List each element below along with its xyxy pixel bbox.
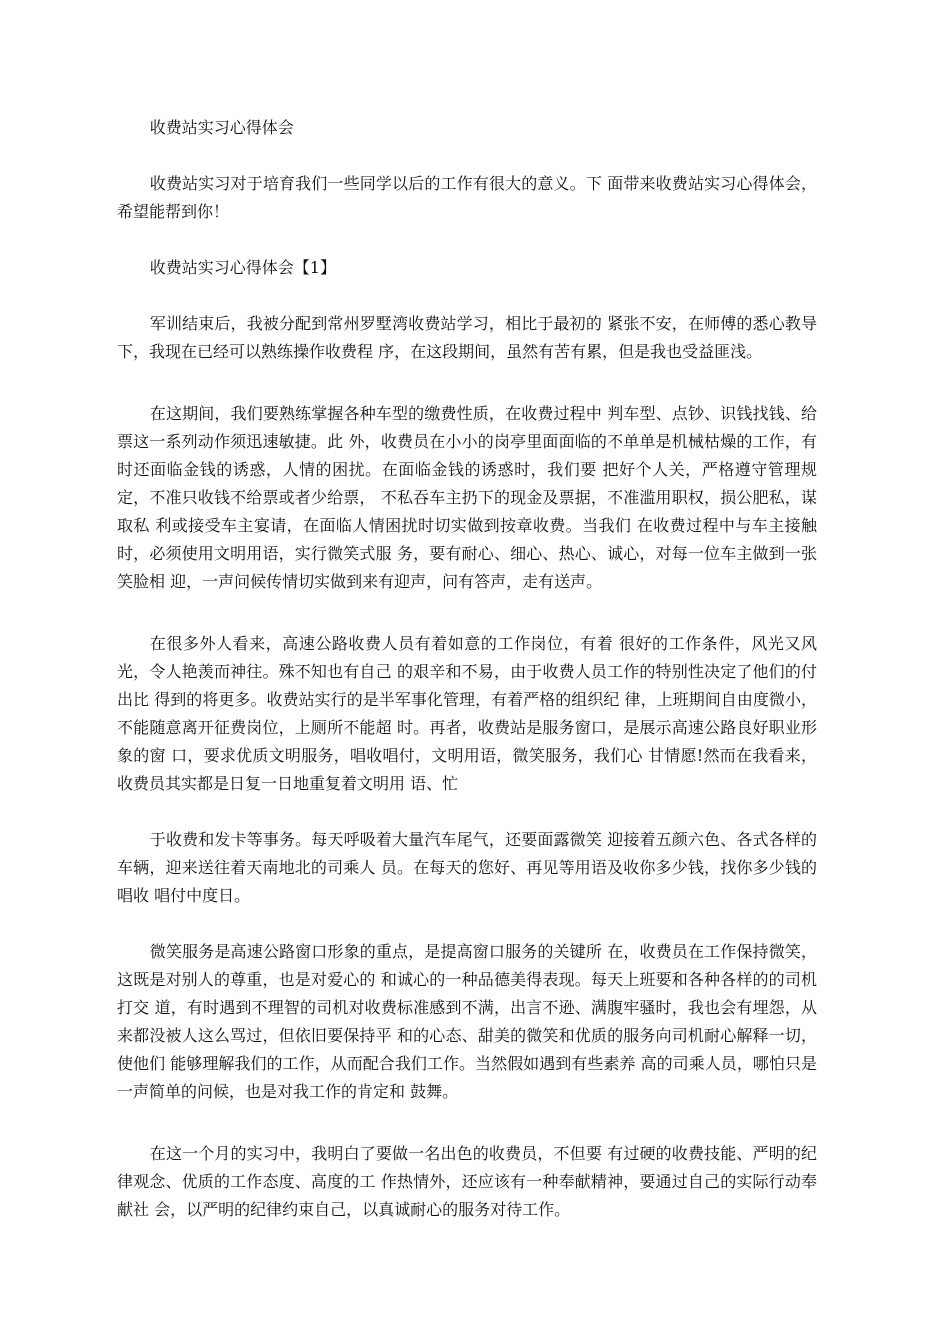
document-title: 收费站实习心得体会 <box>149 118 294 137</box>
body-paragraph-4: 于收费和发卡等事务。每天呼吸着大量汽车尾气，还要面露微笑 迎接着五颜六色、各式各样的车辆，迎来送往着天南地北的司乘人 员。在每天的您好、再见等用语及收你多少钱，找你多少钱的唱收 唱付中度日。 <box>117 830 817 905</box>
body-paragraph-2: 在这期间，我们要熟练掌握各种车型的缴费性质，在收费过程中 判车型、点钞、识钱找钱、给票这一系列动作须迅速敏捷。此 外，收费员在小小的岗亭里面面临的不单单是机械枯燥的工作，有 时还面临金钱的诱惑，人情的困扰。在面临金钱的诱惑时，我们要 把好个人关，严格遵守管理规定，不准只收钱不给票或者少给票， 不私吞车主扔下的现金及票据，不准滥用职权，损公肥私，谋取私 利或接受车主宴请，在面临人情困扰时切实做到按章收费。当我们 在收费过程中与车主接触时，必须使用文明用语，实行微笑式服 务，要有耐心、细心、热心、诚心，对每一位车主做到一张笑脸相 迎，一声问候传情切实做到来有迎声，问有答声，走有送声。 <box>117 404 817 591</box>
body-paragraph-3: 在很多外人看来，高速公路收费人员有着如意的工作岗位，有着 很好的工作条件，风光又风光，令人艳羡而神往。殊不知也有自己 的艰辛和不易，由于收费人员工作的特别性决定了他们的付出比 得到的将更多。收费站实行的是半军事化管理，有着严格的组织纪 律，上班期间自由度微小，不能随意离开征费岗位，上厕所不能超 时。再者，收费站是服务窗口，是展示高速公路良好职业形象的窗 口，要求优质文明服务，唱收唱付，文明用语，微笑服务，我们心 甘情愿!然而在我看来，收费员其实都是日复一日地重复着文明用 语、忙 <box>117 634 817 793</box>
document-page <box>117 114 817 1224</box>
intro-paragraph: 收费站实习对于培育我们一些同学以后的工作有很大的意义。下 面带来收费站实习心得体会，希望能帮到你！ <box>117 174 817 221</box>
body-paragraph-6: 在这一个月的实习中，我明白了要做一名出色的收费员，不但要 有过硬的收费技能、严明的纪律观念、优质的工作态度、高度的工 作热情外，还应该有一种奉献精神，要通过自己的实际行动奉献社 会，以严明的纪律约束自己，以真诚耐心的服务对待工作。 <box>117 1144 817 1219</box>
body-paragraph-5: 微笑服务是高速公路窗口形象的重点，是提高窗口服务的关键所 在，收费员在工作保持微笑，这既是对别人的尊重，也是对爱心的 和诚心的一种品德美得表现。每天上班要和各种各样的的司机打交 道，有时遇到不理智的司机对收费标准感到不满，出言不逊、满腹牢骚时，我也会有埋怨，从来都没被人这么骂过，但依旧要保持平 和的心态、甜美的微笑和优质的服务向司机耐心解释一切，使他们 能够理解我们的工作，从而配合我们工作。当然假如遇到有些素养 高的司乘人员，哪怕只是一声简单的问候，也是对我工作的肯定和 鼓舞。 <box>117 942 817 1101</box>
section-heading: 收费站实习心得体会【1】 <box>149 258 336 277</box>
body-paragraph-1: 军训结束后，我被分配到常州罗墅湾收费站学习，相比于最初的 紧张不安，在师傅的悉心教导下，我现在已经可以熟练操作收费程 序，在这段期间，虽然有苦有累，但是我也受益匪浅。 <box>117 314 817 361</box>
